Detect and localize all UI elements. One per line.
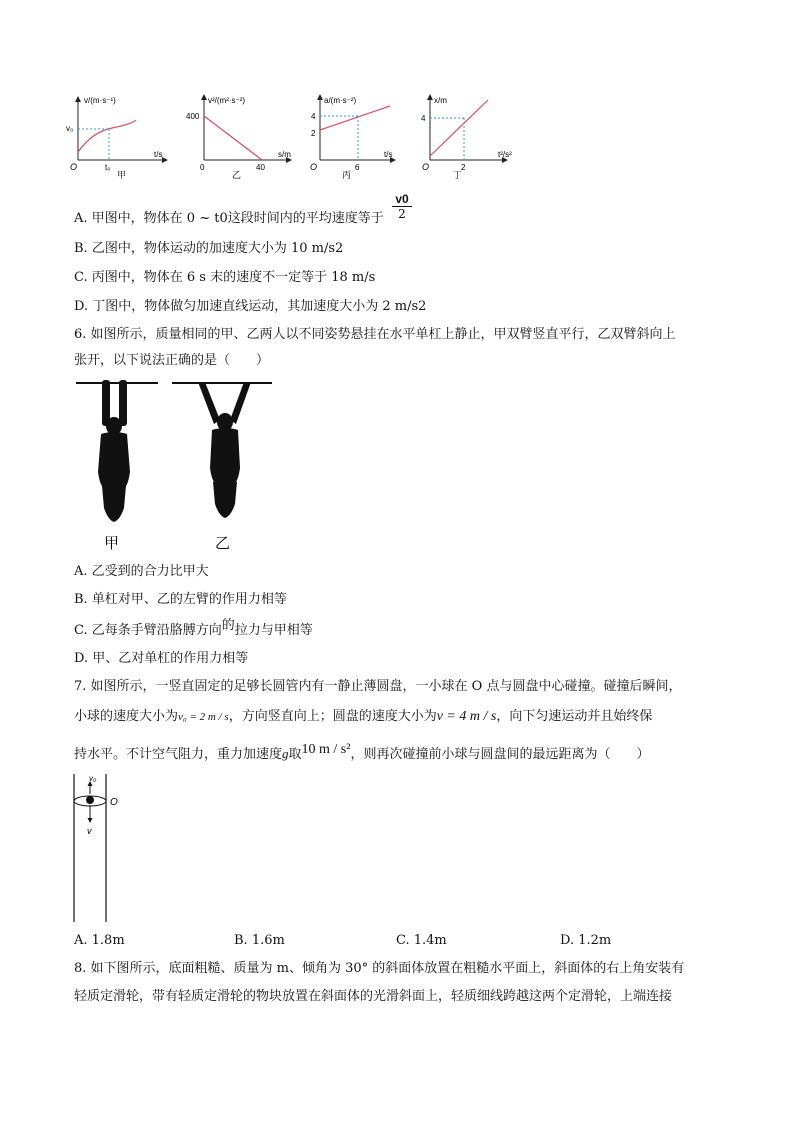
q7-text: 持水平。不计空气阻力，重力加速度 [74, 747, 283, 762]
q7-text: 取 [288, 747, 302, 762]
graph-yi [186, 92, 296, 182]
fig-v0-label: v₀ [89, 774, 97, 783]
y-label: x/m [434, 96, 447, 105]
caption: 甲 [117, 170, 127, 180]
q7-g-value: 10 m / s² [301, 742, 351, 757]
ball [86, 796, 94, 804]
q7-text: ，向下匀速运动并且始终保 [496, 709, 653, 724]
q5-option-a [74, 210, 384, 228]
q5-option-d: D. 丁图中，物体做匀加速直线运动，其加速度大小为 2 m/s2 [74, 299, 427, 314]
q7-option-b: B. 1.6m [234, 933, 285, 948]
x-label: t/s [154, 150, 163, 159]
person-yi-silhouette [198, 382, 251, 518]
q6-stem-line2: 张开，以下说法正确的是（ ） [74, 353, 270, 368]
q7-stem-line2 [74, 708, 652, 726]
q6-option-c-part1: C. 乙每条手臂沿胳膊方向 [74, 623, 222, 638]
q6-option-c [74, 618, 313, 640]
person-jia-silhouette [98, 380, 130, 522]
q7-v0-expression: v₀ = 2 m / s [178, 711, 229, 723]
fig-v-label: v [87, 826, 92, 836]
graph-ding [420, 92, 530, 182]
q7-text: ，方向竖直向上；圆盘的速度大小为 [228, 709, 437, 724]
x-label: t²/s² [498, 150, 512, 159]
q5-option-a-text: A. 甲图中，物体在 0 ~ t0这段时间内的平均速度等于 [74, 211, 384, 226]
q7-option-a: A. 1.8m [74, 933, 125, 948]
q7-option-c: C. 1.4m [396, 933, 447, 948]
q7-text: 小球的速度大小为 [74, 709, 179, 724]
line [204, 116, 262, 160]
graph-jia [62, 92, 172, 182]
y-mark: v₀ [66, 124, 74, 133]
caption: 丁 [453, 170, 463, 180]
y-label: a/(m·s⁻²) [324, 96, 357, 105]
q6-option-c-raised: 的 [221, 618, 235, 633]
q8-stem-line2: 轻质定滑轮，带有轻质定滑轮的物块放置在斜面体的光滑斜面上，轻质细线跨越这两个定滑轮，上端连接 [74, 989, 673, 1004]
y-mark: 4 [421, 114, 426, 123]
origin-label: O [310, 162, 318, 172]
y-label: v/(m·s⁻¹) [84, 96, 116, 105]
q8-stem-line1: 8. 如下图所示，底面粗糙、质量为 m、倾角为 30° 的斜面体放置在粗糙水平面上，斜面体的右上角安装有 [74, 961, 685, 976]
x-label: s/m [278, 150, 291, 159]
x-mark: 40 [256, 163, 265, 172]
q6-option-c-part2: 拉力与甲相等 [234, 623, 313, 638]
line [320, 106, 390, 130]
graph-bing [306, 92, 416, 182]
y-mark-top: 4 [311, 112, 316, 121]
q5-option-a-fraction [392, 192, 412, 221]
x-label: t/s [384, 150, 393, 159]
label-yi: 乙 [215, 535, 231, 552]
q7-stem-line1: 7. 如图所示，一竖直固定的足够长圆管内有一静止薄圆盘，一小球在 O 点与圆盘中心碰撞。碰撞后瞬间， [74, 679, 682, 694]
origin-label: O [422, 162, 430, 172]
q6-option-d: D. 甲、乙对单杠的作用力相等 [74, 651, 249, 666]
q7-v-expression: v = 4 m / s [436, 709, 497, 724]
fraction-numerator: v0 [392, 192, 412, 207]
fraction-denominator: 2 [398, 207, 406, 221]
fig-o-label: O [110, 797, 118, 808]
q6-option-a: A. 乙受到的合力比甲大 [74, 564, 209, 579]
y-mark-mid: 2 [311, 129, 316, 138]
q7-stem-line3 [74, 742, 650, 764]
q6-stem-line1: 6. 如图所示，质量相同的甲、乙两人以不同姿势悬挂在水平单杠上静止，甲双臂竖直平行，乙双臂斜向上 [74, 327, 676, 342]
line [430, 100, 488, 156]
x-mark: 2 [461, 163, 466, 172]
q7-option-d: D. 1.2m [560, 933, 612, 948]
q6-figure [74, 376, 274, 556]
arrow-down-icon [88, 818, 93, 823]
y-mark: 400 [186, 112, 200, 121]
origin-label: 0 [200, 163, 205, 172]
q7-text: ，则再次碰撞前小球与圆盘间的最远距离为（ ） [350, 747, 650, 762]
label-jia: 甲 [104, 535, 120, 552]
q5-option-c: C. 丙图中，物体在 6 s 末的速度不一定等于 18 m/s [74, 270, 376, 285]
q7-figure [66, 772, 136, 927]
y-label: v²/(m²·s⁻²) [208, 96, 246, 105]
origin-label: O [70, 162, 78, 172]
caption: 丙 [342, 170, 352, 180]
q7-g-symbol: g [282, 746, 289, 761]
q6-option-b: B. 单杠对甲、乙的左臂的作用力相等 [74, 592, 287, 607]
x-mark: t₀ [105, 163, 111, 172]
x-mark: 6 [355, 163, 360, 172]
caption: 乙 [232, 170, 242, 180]
curve [78, 120, 136, 152]
q5-option-b: B. 乙图中，物体运动的加速度大小为 10 m/s2 [74, 241, 344, 256]
